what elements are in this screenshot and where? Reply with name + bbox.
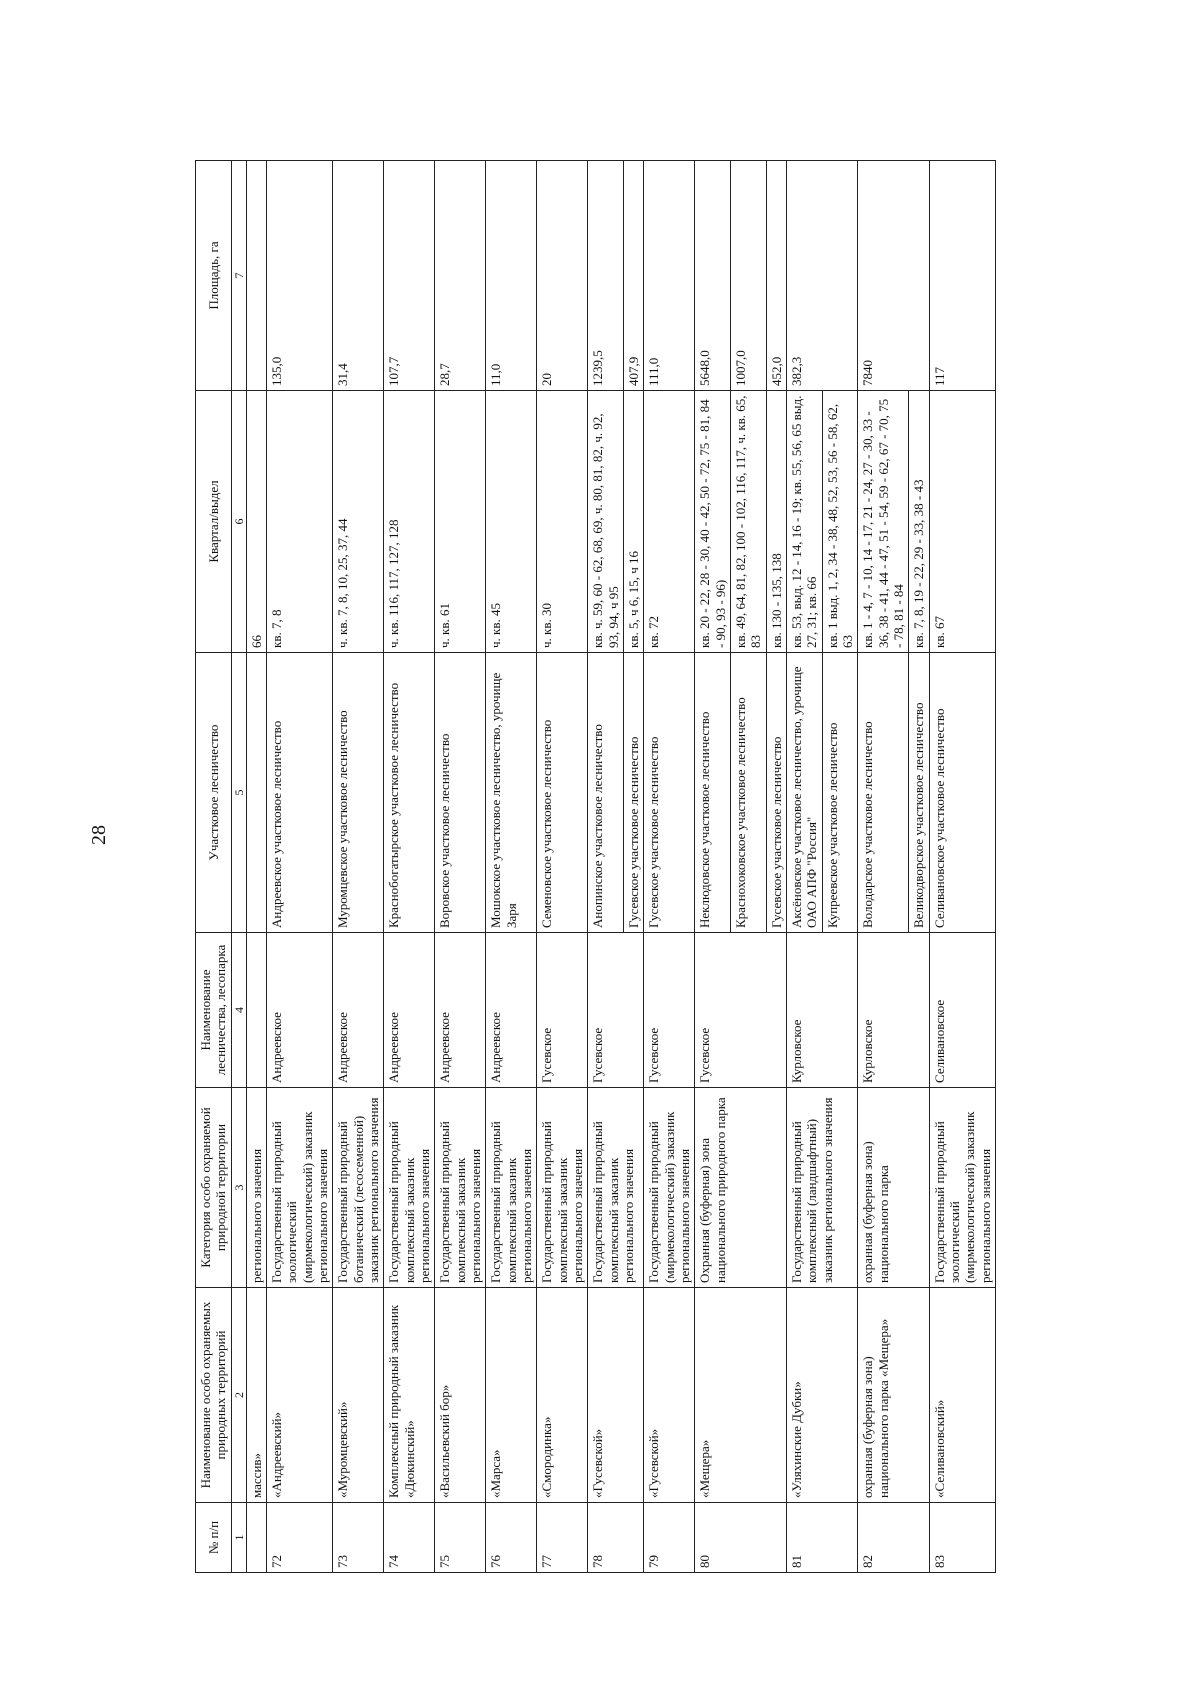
kvartal: кв. 67	[929, 391, 995, 653]
col-number: 5	[231, 653, 246, 933]
uchastkovoe: Аксёновское участковое лесничество, урочище ОАО АПФ "Россия"	[786, 653, 822, 933]
kvartal: кв. 130 - 135, 138	[766, 391, 786, 653]
header-cell: Площадь, га	[196, 161, 232, 391]
oopt-category: Государственный природный комплексный заказник регионального значения	[435, 1088, 486, 1288]
lesnichestvo: Андреевское	[333, 933, 384, 1088]
kvartal: ч. кв. 30	[537, 391, 588, 653]
kvartal: кв. 7, 8, 19 - 22, 29 - 33, 38 - 43	[909, 391, 929, 653]
lesnichestvo: Андреевское	[384, 933, 435, 1088]
oopt-category: Охранная (буферная) зона национального природного парка	[695, 1088, 787, 1288]
table-row	[435, 161, 486, 1573]
table-row	[588, 161, 624, 1573]
uchastkovoe: Краснобогатырское участковое лесничество	[384, 653, 435, 933]
kvartal: кв. ч. 59, 60 - 62, 68, 69, ч. 80, 81, 82, ч. 92, 93, 94, ч 95	[588, 391, 624, 653]
lesnichestvo: Селивановское	[929, 933, 995, 1088]
rotated-table-wrapper	[195, 161, 1115, 1573]
oopt-name: «Васильевский бор»	[435, 1288, 486, 1503]
uchastkovoe: Купреевское участковое лесничество	[822, 653, 858, 933]
table-row	[786, 161, 822, 1573]
table-row	[644, 161, 695, 1573]
row-number: 76	[486, 1503, 537, 1573]
oopt-name: «Андреевский»	[267, 1288, 333, 1503]
kvartal: кв. 7, 8	[267, 391, 333, 653]
col-number: 7	[231, 161, 246, 391]
area: 117	[929, 161, 995, 391]
area: 382,3	[786, 161, 857, 391]
header-cell: Участковое лесничество	[196, 653, 232, 933]
area: 452,0	[766, 161, 786, 391]
oopt-category: Государственный природный комплексный заказник регионального значения	[384, 1088, 435, 1288]
header-cell: Квартал/выдел	[196, 391, 232, 653]
lesnichestvo: Гусевское	[644, 933, 695, 1088]
uchastkovoe: Великодворское участковое лесничество	[909, 653, 929, 933]
table-row	[858, 161, 909, 1573]
area: 28,7	[435, 161, 486, 391]
oopt-name: «Марса»	[486, 1288, 537, 1503]
lesnichestvo: Андреевское	[435, 933, 486, 1088]
row-number: 72	[267, 1503, 333, 1573]
uchastkovoe: Гусевское участковое лесничество	[644, 653, 695, 933]
kvartal: кв. 72	[644, 391, 695, 653]
continuation-row	[246, 161, 266, 1573]
oopt-name: Комплексный природный заказник «Дюкинский»	[384, 1288, 435, 1503]
oopt-category: Государственный природный зоологический (мирмекологический) заказник регионального значения	[267, 1088, 333, 1288]
area: 11,0	[486, 161, 537, 391]
lesnichestvo: Гусевское	[695, 933, 787, 1088]
uchastkovoe: Семеновское участковое лесничество	[537, 653, 588, 933]
kvartal: кв. 1 выд. 1, 2, 34 - 38, 48, 52, 53, 56 - 58, 62, 63	[822, 391, 858, 653]
kvartal: ч. кв. 7, 8, 10, 25, 37, 44	[333, 391, 384, 653]
row-number: 80	[695, 1503, 787, 1573]
kvartal: ч. кв. 116, 117, 127, 128	[384, 391, 435, 653]
kvartal: кв. 5, ч 6, 15, ч 16	[624, 391, 644, 653]
row-number: 82	[858, 1503, 929, 1573]
lesnichestvo: Андреевское	[267, 933, 333, 1088]
uchastkovoe: Воровское участковое лесничество	[435, 653, 486, 933]
row-number: 79	[644, 1503, 695, 1573]
area: 107,7	[384, 161, 435, 391]
col-number: 1	[231, 1503, 246, 1573]
col-number: 2	[231, 1288, 246, 1503]
area: 31,4	[333, 161, 384, 391]
row-number: 74	[384, 1503, 435, 1573]
row-number: 77	[537, 1503, 588, 1573]
col-number: 4	[231, 933, 246, 1088]
area: 5648,0	[695, 161, 731, 391]
area: 111,0	[644, 161, 695, 391]
oopt-name: «Селивановский»	[929, 1288, 995, 1503]
row-number: 78	[588, 1503, 644, 1573]
area: 7840	[858, 161, 929, 391]
page-number: 28	[88, 825, 110, 845]
header-row	[196, 161, 232, 1573]
area: 20	[537, 161, 588, 391]
oopt-category: Государственный природный комплексный (ландшафтный) заказник регионального значения	[786, 1088, 857, 1288]
uchastkovoe: Анопинское участковое лесничество	[588, 653, 624, 933]
oopt-category: Государственный природный комплексный заказник регионального значения	[486, 1088, 537, 1288]
oopt-category: Государственный природный ботанический (лесосеменной) заказник регионального значения	[333, 1088, 384, 1288]
area: 135,0	[267, 161, 333, 391]
table-row	[929, 161, 995, 1573]
header-cell: Наименование лесничества, лесопарка	[196, 933, 232, 1088]
area: 1239,5	[588, 161, 624, 391]
col-number: 6	[231, 391, 246, 653]
table-row	[333, 161, 384, 1573]
uchastkovoe: Краснохоковское участковое лесничество	[731, 653, 767, 933]
oopt-category: Государственный природный зоологический (мирмекологический) заказник регионального значения	[929, 1088, 995, 1288]
uchastkovoe: Мошокское участковое лесничество, урочище Заря	[486, 653, 537, 933]
table-row	[384, 161, 435, 1573]
oopt-name: охранная (буферная зона) национального парка «Мещера»	[858, 1288, 929, 1503]
table-row	[695, 161, 731, 1573]
oopt-category: охранная (буферная зона) национального парка	[858, 1088, 929, 1288]
oopt-name: «Смородинка»	[537, 1288, 588, 1503]
uchastkovoe: Андреевское участковое лесничество	[267, 653, 333, 933]
kvartal: кв. 53, выд. 12 - 14, 16 - 19; кв. 55, 56, 65 выд. 27, 31; кв. 66	[786, 391, 822, 653]
oopt-category: Государственный природный комплексный заказник регионального значения	[537, 1088, 588, 1288]
lesnichestvo: Курловское	[786, 933, 857, 1088]
lesnichestvo: Курловское	[858, 933, 929, 1088]
kvartal: кв. 20 - 22, 28 - 30, 40 - 42, 50 - 72, 75 - 81, 84 - 90, 93 - 96)	[695, 391, 731, 653]
uchastkovoe: Гусевское участковое лесничество	[624, 653, 644, 933]
row-number: 73	[333, 1503, 384, 1573]
oopt-category: Государственный природный комплексный заказник регионального значения	[588, 1088, 644, 1288]
lesnichestvo: Гусевское	[537, 933, 588, 1088]
row-number: 75	[435, 1503, 486, 1573]
area: 1007,0	[731, 161, 767, 391]
uchastkovoe: Неклюдовское участковое лесничество	[695, 653, 731, 933]
row-number: 83	[929, 1503, 995, 1573]
oopt-table	[195, 160, 996, 1573]
cont-category: регионального значения	[246, 1088, 266, 1288]
table-row	[486, 161, 537, 1573]
col-number: 3	[231, 1088, 246, 1288]
cont-name: массив»	[246, 1288, 266, 1503]
oopt-name: «Муромцевский»	[333, 1288, 384, 1503]
kvartal: ч. кв. 45	[486, 391, 537, 653]
header-cell: № п/п	[196, 1503, 232, 1573]
header-cell: Категория особо охраняемой природной территории	[196, 1088, 232, 1288]
uchastkovoe: Володарское участковое лесничество	[858, 653, 909, 933]
area: 407,9	[624, 161, 644, 391]
lesnichestvo: Гусевское	[588, 933, 644, 1088]
oopt-name: «Мещера»	[695, 1288, 787, 1503]
cont-kvartal: 66	[246, 391, 266, 653]
uchastkovoe: Селивановское участковое лесничество	[929, 653, 995, 933]
oopt-category: Государственный природный (мирмекологический) заказник регионального значения	[644, 1088, 695, 1288]
oopt-name: «Гусевской»	[644, 1288, 695, 1503]
header-cell: Наименование особо охраняемых природных территорий	[196, 1288, 232, 1503]
oopt-name: «Уляхинские Дубки»	[786, 1288, 857, 1503]
kvartal: кв. 1 - 4, 7 - 10, 14 - 17, 21 - 24, 27 - 30, 33 - 36, 38 - 41, 44 - 47, 51 - 54, 59 - 62, 67 - 70, 75 - 78, 81 - 84	[858, 391, 909, 653]
table-row	[267, 161, 333, 1573]
table-body	[246, 161, 995, 1573]
table-row	[537, 161, 588, 1573]
oopt-name: «Гусевской»	[588, 1288, 644, 1503]
kvartal: ч. кв. 61	[435, 391, 486, 653]
column-number-row	[231, 161, 246, 1573]
kvartal: кв. 49, 64, 81, 82, 100 - 102, 116, 117, ч. кв. 65, 83	[731, 391, 767, 653]
uchastkovoe: Гусевское участковое лесничество	[766, 653, 786, 933]
lesnichestvo: Андреевское	[486, 933, 537, 1088]
uchastkovoe: Муромцевское участковое лесничество	[333, 653, 384, 933]
row-number: 81	[786, 1503, 857, 1573]
